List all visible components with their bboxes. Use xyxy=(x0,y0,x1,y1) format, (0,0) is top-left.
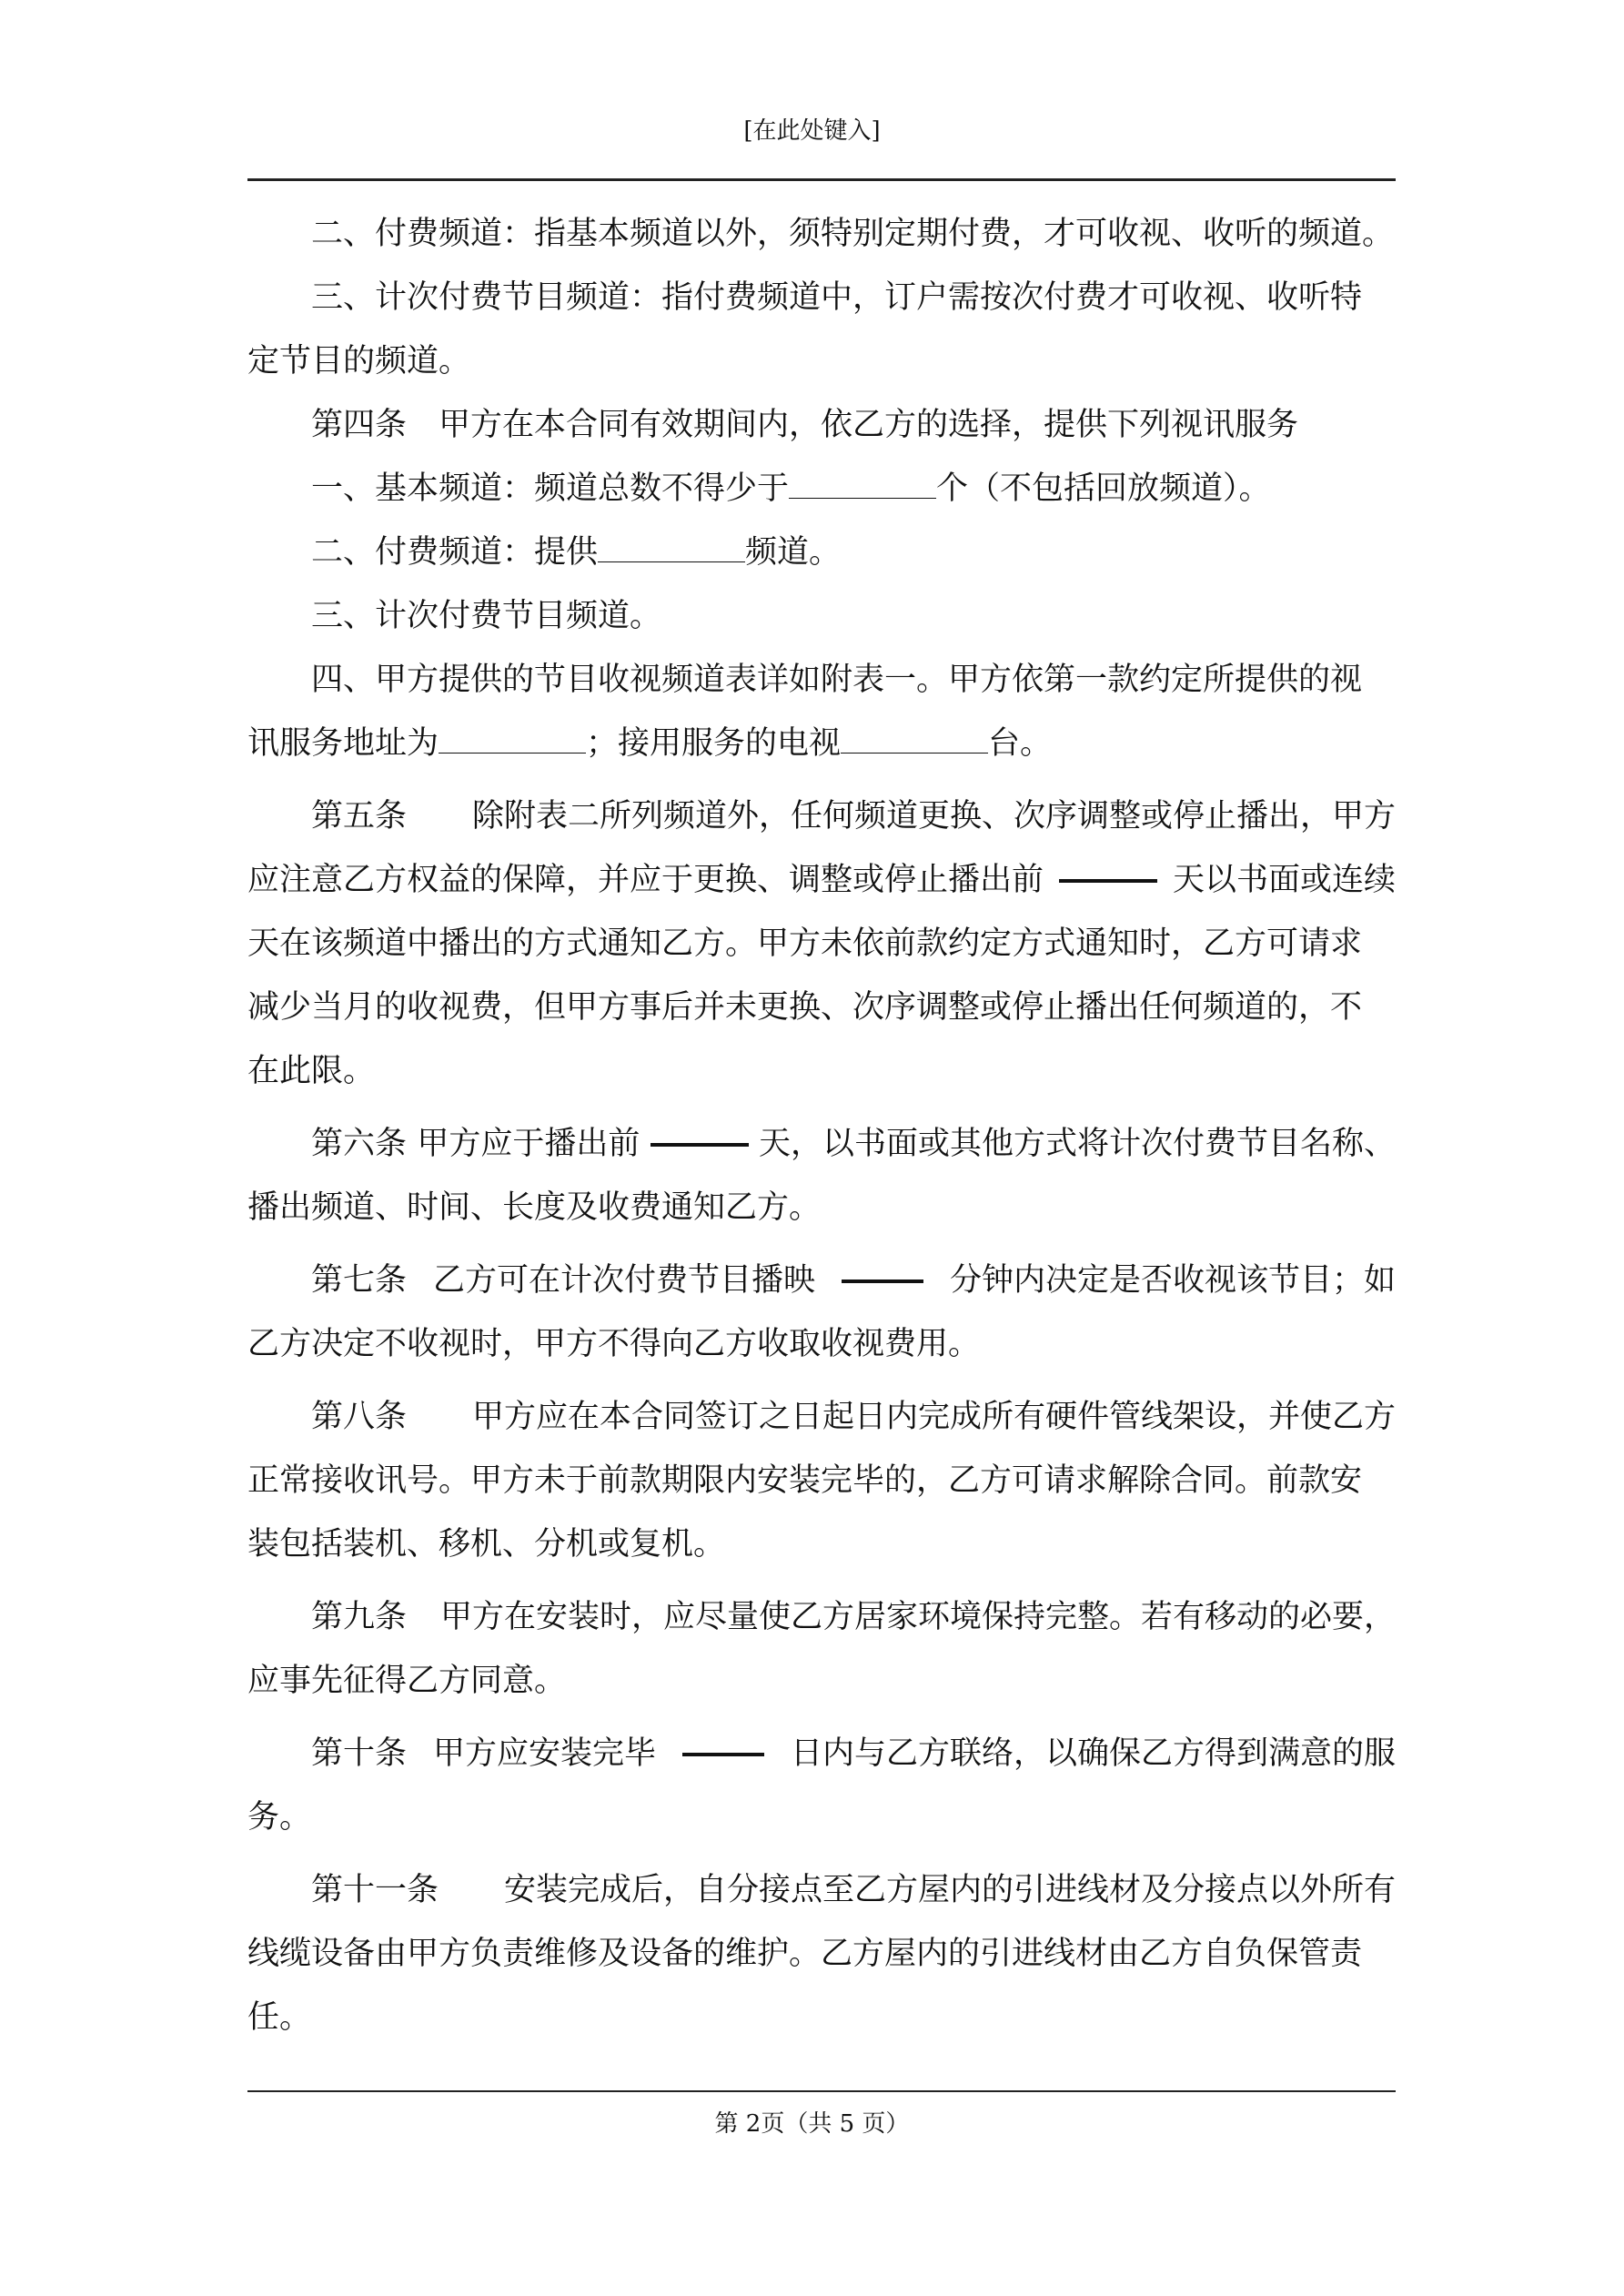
paragraph-line: 讯服务地址为 ；接用服务的电视 台。 xyxy=(247,712,1396,775)
paragraph-line: 在此限。 xyxy=(247,1053,376,1089)
article-9-heading: 第九条 甲方在安装时，应尽量使乙方居家环境保持完整。若有移动的必要， xyxy=(311,1599,1396,1635)
article-4-heading: 第四条 甲方在本合同有效期间内，依乙方的选择，提供下列视讯服务 xyxy=(311,407,1299,443)
paragraph-line: 二、付费频道：指基本频道以外，须特别定期付费，才可收视、收听的频道。 xyxy=(311,216,1395,252)
article-10-heading: 第十条 甲方应安装完毕 日内与乙方联络，以确保乙方得到满意的服 xyxy=(247,1722,1396,1785)
paragraph-line: 装包括装机、移机、分机或复机。 xyxy=(247,1526,726,1563)
fill-blank[interactable] xyxy=(598,531,745,562)
article-8-heading: 第八条 甲方应在本合同签订之日起日内完成所有硬件管线架设，并使乙方 xyxy=(311,1399,1396,1435)
paragraph-line: 定节目的频道。 xyxy=(247,343,471,379)
paragraph-line: 天在该频道中播出的方式通知乙方。甲方未依前款约定方式通知时，乙方可请求 xyxy=(247,925,1363,962)
paragraph-line: 二、付费频道：提供 频道。 xyxy=(247,521,1396,584)
article-7-heading: 第七条 乙方可在计次付费节目播映 分钟内决定是否收视该节目；如 xyxy=(247,1249,1396,1312)
fill-blank[interactable] xyxy=(842,1249,923,1283)
header-rule xyxy=(247,178,1396,181)
paragraph-line: 任。 xyxy=(247,1999,312,2036)
paragraph-line: 三、计次付费节目频道。 xyxy=(311,598,662,634)
paragraph-line: 务。 xyxy=(247,1799,312,1836)
fill-blank[interactable] xyxy=(789,467,936,499)
paragraph-line: 一、基本频道：频道总数不得少于 个（不包括回放频道）。 xyxy=(247,457,1396,521)
article-6-heading: 第六条 甲方应于播出前 天，以书面或其他方式将计次付费节目名称、 xyxy=(247,1112,1396,1176)
fill-blank[interactable] xyxy=(841,722,988,754)
paragraph-line: 应事先征得乙方同意。 xyxy=(247,1663,567,1699)
fill-blank[interactable] xyxy=(1059,848,1157,883)
fill-blank[interactable] xyxy=(439,722,586,754)
paragraph-line: 应注意乙方权益的保障，并应于更换、调整或停止播出前 天以书面或连续 xyxy=(247,848,1396,912)
article-5-heading: 第五条 除附表二所列频道外，任何频道更换、次序调整或停止播出，甲方 xyxy=(311,798,1396,834)
page-number: 第 2页（共 5 页） xyxy=(714,2110,910,2138)
paragraph-line: 减少当月的收视费，但甲方事后并未更换、次序调整或停止播出任何频道的，不 xyxy=(247,989,1363,1026)
paragraph-line: 乙方决定不收视时，甲方不得向乙方收取收视费用。 xyxy=(247,1326,981,1362)
paragraph-line: 线缆设备由甲方负责维修及设备的维护。乙方屋内的引进线材由乙方自负保管责 xyxy=(247,1936,1363,1972)
footer-rule xyxy=(247,2090,1396,2092)
fill-blank[interactable] xyxy=(682,1722,764,1756)
page-header: [在此处键入] xyxy=(743,117,881,145)
paragraph-line: 四、甲方提供的节目收视频道表详如附表一。甲方依第一款约定所提供的视 xyxy=(311,662,1363,698)
paragraph-line: 三、计次付费节目频道：指付费频道中，订户需按次付费才可收视、收听特 xyxy=(311,279,1363,316)
paragraph-line: 播出频道、时间、长度及收费通知乙方。 xyxy=(247,1189,822,1226)
paragraph-line: 正常接收讯号。甲方未于前款期限内安装完毕的，乙方可请求解除合同。前款安 xyxy=(247,1462,1363,1499)
article-11-heading: 第十一条 安装完成后，自分接点至乙方屋内的引进线材及分接点以外所有 xyxy=(311,1872,1396,1908)
fill-blank[interactable] xyxy=(651,1112,749,1147)
